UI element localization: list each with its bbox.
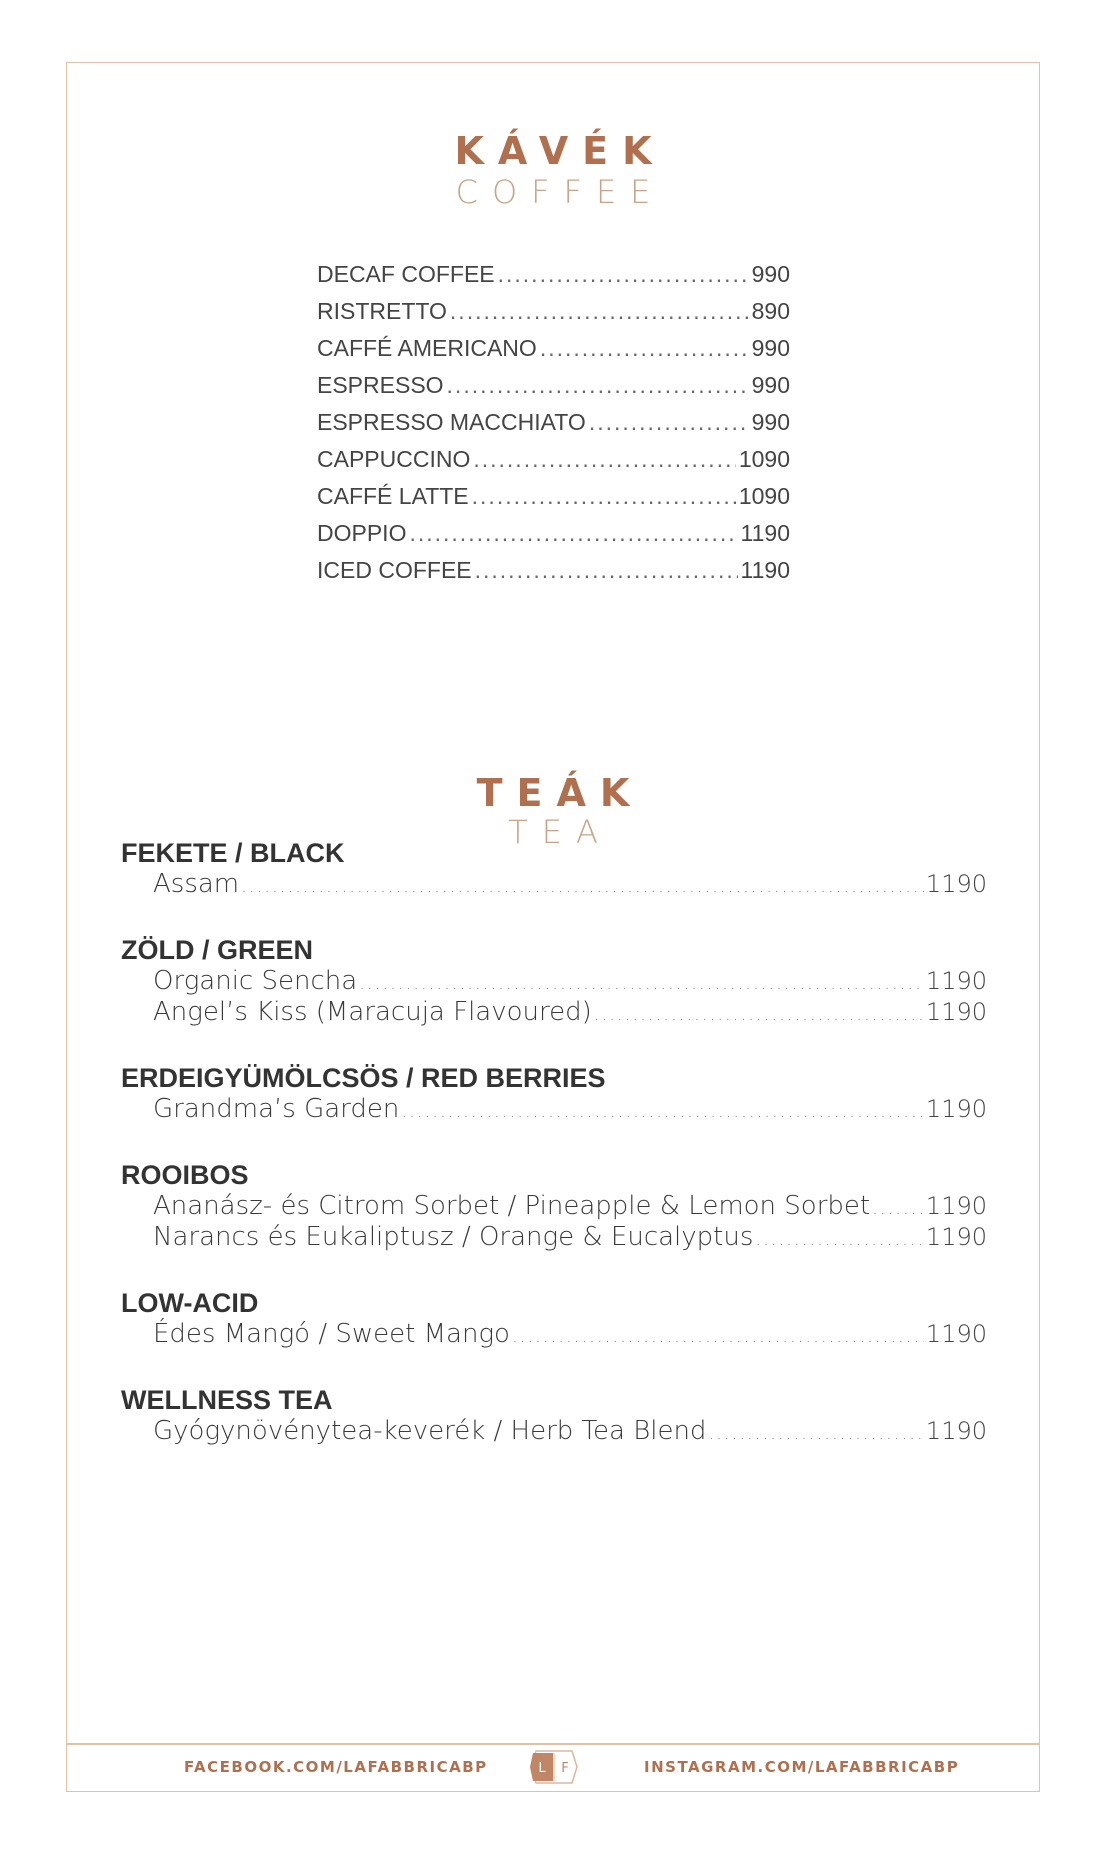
tea-item-price: 1190 xyxy=(925,1192,987,1220)
leader-dots xyxy=(475,557,738,584)
tea-item-name: Assam xyxy=(153,869,240,899)
coffee-list xyxy=(317,261,790,594)
leader-dots xyxy=(589,409,749,436)
tea-item xyxy=(121,1222,987,1253)
tea-category-title: ZÖLD / GREEN xyxy=(121,935,314,965)
tea-item-name: Narancs és Eukaliptusz / Orange & Eucalyptus xyxy=(153,1222,754,1252)
instagram-link[interactable]: INSTAGRAM.COM/LAFABBRICABP xyxy=(644,1758,960,1776)
tea-item-name: Édes Mangó / Sweet Mango xyxy=(153,1319,510,1349)
coffee-item xyxy=(317,261,790,298)
coffee-item-name: ESPRESSO xyxy=(317,372,444,398)
tea-category-green xyxy=(121,934,987,1028)
tea-item-price: 1190 xyxy=(925,998,987,1026)
coffee-item-name: DOPPIO xyxy=(317,520,407,546)
coffee-item xyxy=(317,409,790,446)
coffee-item-price: 990 xyxy=(751,335,790,361)
coffee-item-name: CAPPUCCINO xyxy=(317,446,471,472)
tea-category-rooibos xyxy=(121,1159,987,1253)
leader-dots xyxy=(708,1418,923,1449)
tea-item-price: 1190 xyxy=(925,870,987,898)
tea-item xyxy=(121,1191,987,1222)
lafabbrica-logo-icon xyxy=(530,1750,578,1784)
tea-category-title: LOW-ACID xyxy=(121,1288,259,1318)
leader-dots xyxy=(540,335,749,362)
coffee-item-price: 990 xyxy=(751,372,790,398)
tea-item xyxy=(121,997,987,1028)
coffee-item-name: ESPRESSO MACCHIATO xyxy=(317,409,586,435)
leader-dots xyxy=(359,968,924,999)
tea-category-wellness xyxy=(121,1384,987,1447)
coffee-item xyxy=(317,520,790,557)
menu-frame xyxy=(66,62,1040,1792)
coffee-item-price: 1090 xyxy=(738,446,790,472)
tea-item-price: 1190 xyxy=(925,1095,987,1123)
tea-category-title: ROOIBOS xyxy=(121,1160,249,1190)
coffee-item-price: 1190 xyxy=(740,520,790,546)
leader-dots xyxy=(594,999,924,1030)
tea-item xyxy=(121,1416,987,1447)
leader-dots xyxy=(755,1224,924,1255)
tea-item xyxy=(121,1319,987,1350)
coffee-item xyxy=(317,483,790,520)
leader-dots xyxy=(241,871,924,902)
tea-item-price: 1190 xyxy=(925,967,987,995)
tea-title: TEÁK xyxy=(476,771,644,815)
tea-category-red-berries xyxy=(121,1062,987,1125)
tea-item xyxy=(121,1094,987,1125)
leader-dots xyxy=(409,520,737,547)
coffee-item-price: 1090 xyxy=(738,483,790,509)
coffee-item xyxy=(317,372,790,409)
leader-dots xyxy=(450,298,749,325)
leader-dots xyxy=(473,446,735,473)
tea-item-name: Gyógynövénytea-keverék / Herb Tea Blend xyxy=(153,1416,707,1446)
tea-item-name: Organic Sencha xyxy=(153,966,358,996)
logo-letter-f: F xyxy=(561,1761,569,1776)
coffee-item-name: DECAF COFFEE xyxy=(317,261,495,287)
coffee-item-price: 890 xyxy=(751,298,790,324)
leader-dots xyxy=(447,372,749,399)
coffee-subtitle: COFFEE xyxy=(455,173,665,211)
coffee-item xyxy=(317,557,790,594)
coffee-item-price: 1190 xyxy=(740,557,790,583)
coffee-item-name: CAFFÉ AMERICANO xyxy=(317,335,537,361)
tea-item xyxy=(121,869,987,900)
tea-item-name: Angel’s Kiss (Maracuja Flavoured) xyxy=(153,997,592,1027)
coffee-item-name: RISTRETTO xyxy=(317,298,447,324)
leader-dots xyxy=(401,1096,924,1127)
leader-dots xyxy=(498,261,749,288)
facebook-link[interactable]: FACEBOOK.COM/LAFABBRICABP xyxy=(184,1758,488,1776)
coffee-item-name: ICED COFFEE xyxy=(317,557,472,583)
footer-divider xyxy=(67,1743,1039,1745)
coffee-title: KÁVÉK xyxy=(454,129,666,173)
logo-letter-l: L xyxy=(538,1761,546,1776)
coffee-item-name: CAFFÉ LATTE xyxy=(317,483,469,509)
tea-item-price: 1190 xyxy=(925,1223,987,1251)
leader-dots xyxy=(512,1321,924,1352)
leader-dots xyxy=(472,483,736,510)
tea-category-title: ERDEIGYÜMÖLCSÖS / RED BERRIES xyxy=(121,1063,606,1093)
tea-item-name: Ananász- és Citrom Sorbet / Pineapple & Lemon Sorbet xyxy=(153,1191,871,1221)
tea-subtitle: TEA xyxy=(508,813,612,851)
tea-item xyxy=(121,966,987,997)
leader-dots xyxy=(872,1193,924,1224)
tea-category-low-acid xyxy=(121,1287,987,1350)
coffee-item-price: 990 xyxy=(751,409,790,435)
coffee-item xyxy=(317,335,790,372)
tea-category-title: FEKETE / BLACK xyxy=(121,838,345,868)
tea-item-name: Grandma’s Garden xyxy=(153,1094,400,1124)
tea-item-price: 1190 xyxy=(925,1417,987,1445)
tea-category-black xyxy=(121,837,987,900)
tea-category-title: WELLNESS TEA xyxy=(121,1385,333,1415)
coffee-item xyxy=(317,446,790,483)
coffee-item-price: 990 xyxy=(751,261,790,287)
coffee-item xyxy=(317,298,790,335)
tea-item-price: 1190 xyxy=(925,1320,987,1348)
